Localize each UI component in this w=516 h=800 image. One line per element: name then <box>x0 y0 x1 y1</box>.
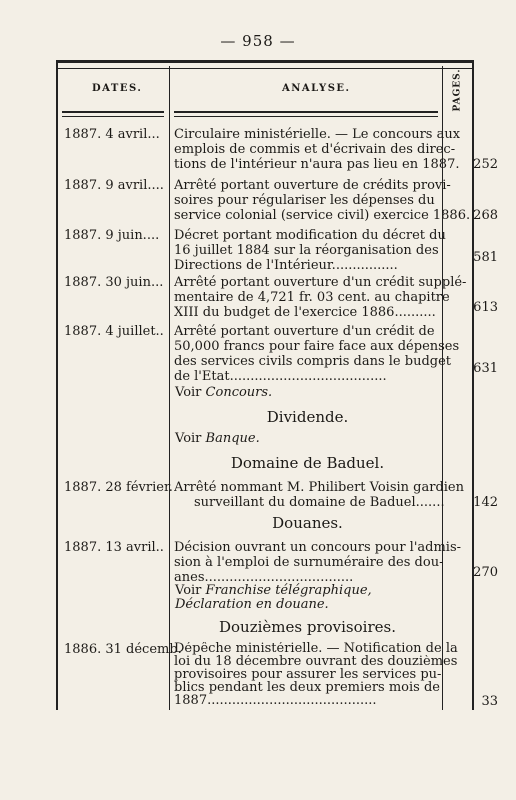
entry-analysis <box>174 127 496 172</box>
entry-date: 1887. 9 juin.... <box>64 228 160 243</box>
dates-header: DATES. <box>92 83 143 94</box>
entry-date: 1887. 9 avril.... <box>64 178 164 193</box>
analysis-line: de l'Etat...................................... <box>174 369 387 384</box>
entry-analysis <box>174 324 496 384</box>
entry-analysis <box>174 178 496 223</box>
analysis-line: loi du 18 décembre ouvrant des douzièmes <box>174 655 458 668</box>
entry-page: 581 <box>473 250 498 265</box>
analysis-line: mentaire de 4,721 fr. 03 cent. au chapitre <box>174 290 450 305</box>
analysis-line: service colonial (service civil) exercice 1886. <box>174 208 471 223</box>
voir-prefix: Voir <box>175 431 202 446</box>
analysis-line: XIII du budget de l'exercice 1886.......... <box>174 305 436 320</box>
analysis-line: des services civils compris dans le budget <box>174 354 451 369</box>
analysis-line: provisoires pour assurer les services pu- <box>174 668 442 681</box>
section-heading: Domaine de Baduel. <box>230 454 385 472</box>
entry-analysis <box>174 540 496 585</box>
cross-reference <box>175 385 272 400</box>
analysis-line: Arrêté portant ouverture d'un crédit de <box>174 324 435 339</box>
entry-page: 33 <box>481 694 498 709</box>
entry-date: 1887. 4 juillet.. <box>64 324 164 339</box>
entry-analysis <box>174 228 496 273</box>
analysis-line: Circulaire ministérielle. — Le concours aux <box>174 127 461 142</box>
analysis-line: blics pendant les deux premiers mois de <box>174 681 440 694</box>
analysis-line: 50,000 francs pour faire face aux dépenses <box>174 339 460 354</box>
analysis-line: Décision ouvrant un concours pour l'admis- <box>174 540 462 555</box>
voir-reference: Concours. <box>205 385 273 400</box>
analysis-line: sion à l'emploi de surnuméraire des dou- <box>174 555 444 570</box>
entry-date: 1887. 28 février. <box>64 480 173 495</box>
cross-reference <box>175 584 440 612</box>
analysis-line: 16 juillet 1884 sur la réorganisation des <box>174 243 439 258</box>
voir-prefix: Voir <box>175 385 202 400</box>
voir-prefix: Voir <box>175 583 202 598</box>
section-heading: Douzièmes provisoires. <box>219 618 396 636</box>
analysis-line: Dépêche ministérielle. — Notification de la <box>174 642 458 655</box>
analysis-line: Décret portant modification du décret du <box>174 228 446 243</box>
analysis-line: tions de l'intérieur n'aura pas lieu en 1887. <box>174 157 460 172</box>
entry-page: 613 <box>473 300 498 315</box>
analyse-header: ANALYSE. <box>282 83 351 94</box>
entry-date: 1887. 13 avril.. <box>64 540 164 555</box>
entry-analysis <box>174 275 496 320</box>
analysis-line: Arrêté portant ouverture de crédits provi- <box>174 178 451 193</box>
entry-date: 1887. 4 avril... <box>64 127 160 142</box>
entry-date: 1886. 31 décemb. <box>64 642 182 657</box>
analysis-line: Arrêté nommant M. Philibert Voisin gardien <box>174 480 464 495</box>
analysis-line: emplois de commis et d'écrivain des direc- <box>174 142 456 157</box>
section-heading: Dividende. <box>266 408 349 426</box>
voir-reference: Franchise télégraphique, Déclaration en douane. <box>175 583 372 612</box>
table-top-rule <box>56 60 474 69</box>
section-heading: Douanes. <box>272 514 343 532</box>
analysis-line: Directions de l'Intérieur................ <box>174 258 398 273</box>
entry-page: 252 <box>473 157 498 172</box>
pages-header-label: PAGES. <box>452 68 462 112</box>
analysis-line: surveillant du domaine de Baduel....... <box>194 495 445 510</box>
entry-page: 270 <box>473 565 498 580</box>
entry-date: 1887. 30 juin... <box>64 275 164 290</box>
voir-reference: Banque. <box>205 431 260 446</box>
entry-analysis <box>174 642 496 707</box>
pages-header <box>443 66 471 114</box>
entry-page: 631 <box>473 361 498 376</box>
analysis-line: 1887......................................... <box>174 694 377 707</box>
page-number: — 958 — <box>220 32 296 50</box>
table-left-border <box>56 60 58 710</box>
analysis-line: anes.................................... <box>174 570 354 585</box>
analysis-line: soires pour régulariser les dépenses du <box>174 193 435 208</box>
entry-analysis <box>174 480 496 510</box>
header-rule-analyse <box>174 111 438 117</box>
header-rule-dates <box>62 111 164 117</box>
entry-page: 142 <box>473 495 498 510</box>
cross-reference <box>175 431 260 446</box>
dates-column-divider <box>169 66 170 710</box>
analysis-line: Arrêté portant ouverture d'un crédit supplé- <box>174 275 467 290</box>
entry-page: 268 <box>473 208 498 223</box>
